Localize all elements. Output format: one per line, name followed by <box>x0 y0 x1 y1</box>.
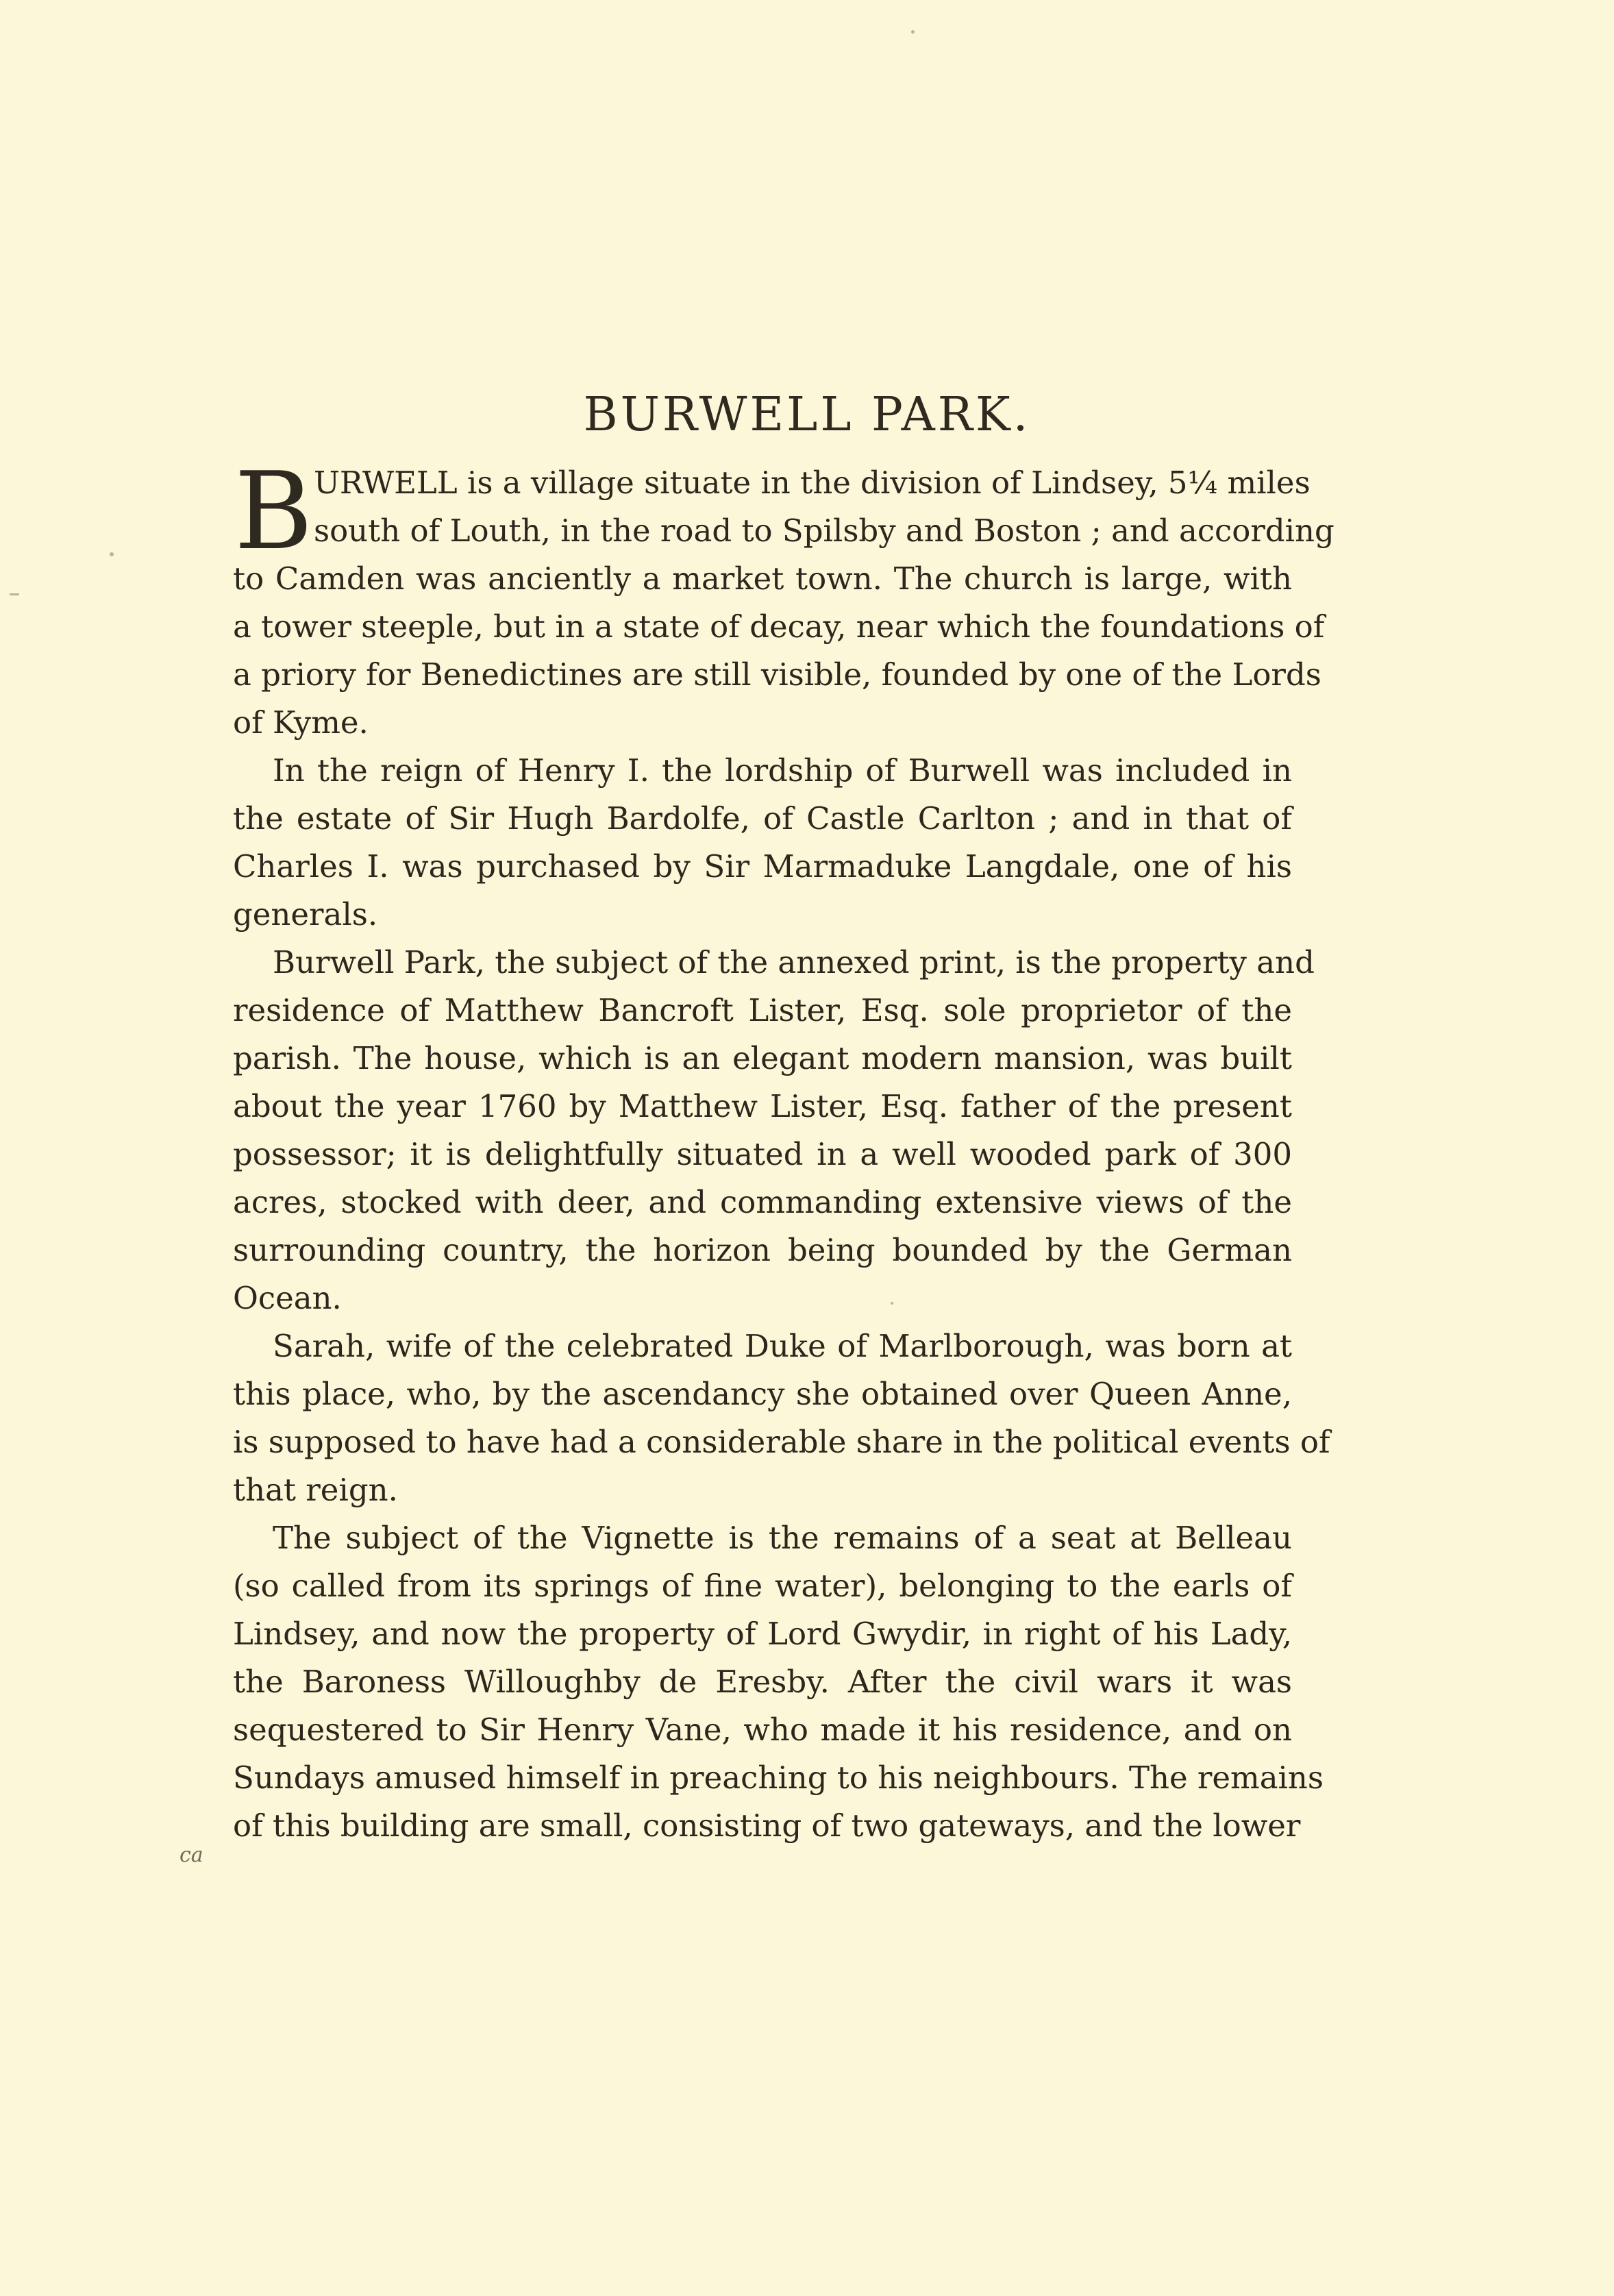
text-line: to Camden was anciently a market town. The church is large, with <box>233 560 1292 597</box>
text-line: possessor; it is delightfully situated in a well wooded park of 300 <box>233 1136 1292 1172</box>
page-title: BURWELL PARK. <box>583 387 1031 442</box>
text-line: Charles I. was purchased by Sir Marmaduke Langdale, one of his <box>233 848 1292 885</box>
text-line: Sarah, wife of the celebrated Duke of Marlborough, was born at <box>273 1328 1292 1364</box>
page-speck <box>10 593 19 595</box>
text-line: the estate of Sir Hugh Bardolfe, of Castle Carlton ; and in that of <box>233 800 1292 837</box>
text-line: sequestered to Sir Henry Vane, who made it his residence, and on <box>233 1712 1292 1748</box>
text-line: this place, who, by the ascendancy she obtained over Queen Anne, <box>233 1376 1292 1412</box>
text-line: (so called from its springs of fine water), belonging to the earls of <box>233 1568 1292 1604</box>
text-line: Lindsey, and now the property of Lord Gwydir, in right of his Lady, <box>233 1616 1292 1652</box>
text-line: of Kyme. <box>233 704 369 741</box>
article-body <box>233 449 1334 1850</box>
text-line: Sundays amused himself in preaching to his neighbours. The remains <box>233 1760 1324 1796</box>
drop-cap: B <box>234 449 313 573</box>
text-line: URWELL is a village situate in the division of Lindsey, 5¼ miles <box>314 465 1311 501</box>
text-line: Burwell Park, the subject of the annexed print, is the property and <box>273 944 1315 980</box>
page-speck <box>110 552 114 556</box>
text-line: In the reign of Henry I. the lordship of Burwell was included in <box>273 752 1292 789</box>
text-line: about the year 1760 by Matthew Lister, Esq. father of the present <box>233 1088 1292 1124</box>
signature-mark: ca <box>179 1843 203 1867</box>
text-line: The subject of the Vignette is the remains of a seat at Belleau <box>273 1520 1292 1556</box>
page-speck <box>911 30 915 34</box>
text-line: south of Louth, in the road to Spilsby and Boston ; and according <box>314 513 1334 549</box>
text-line: of this building are small, consisting of two gateways, and the lower <box>233 1807 1301 1844</box>
text-line: generals. <box>233 896 378 933</box>
text-line: a tower steeple, but in a state of decay, near which the foundations of <box>233 608 1325 645</box>
text-line: the Baroness Willoughby de Eresby. After the civil wars it was <box>233 1664 1292 1700</box>
text-lines <box>233 449 1334 1850</box>
text-line: is supposed to have had a considerable share in the political events of <box>233 1424 1330 1460</box>
text-line: that reign. <box>233 1472 398 1508</box>
text-line: parish. The house, which is an elegant modern mansion, was built <box>233 1040 1292 1076</box>
text-line: surrounding country, the horizon being bounded by the German <box>233 1232 1292 1268</box>
text-line: Ocean. <box>233 1280 342 1316</box>
text-line: a priory for Benedictines are still visible, founded by one of the Lords <box>233 656 1321 693</box>
text-line: residence of Matthew Bancroft Lister, Esq. sole proprietor of the <box>233 992 1292 1028</box>
text-line: acres, stocked with deer, and commanding extensive views of the <box>233 1184 1292 1220</box>
